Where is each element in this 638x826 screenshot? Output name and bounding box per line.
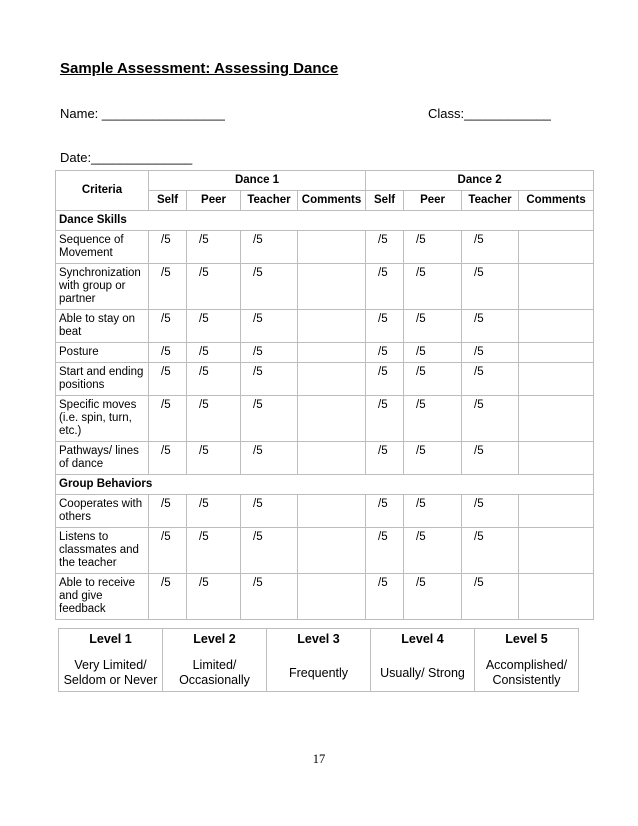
table-row xyxy=(56,343,594,363)
score-peer: /5 xyxy=(187,442,241,475)
subheader-comments: Comments xyxy=(298,191,366,211)
subheader-teacher: Teacher xyxy=(462,191,519,211)
score-teacher: /5 xyxy=(462,442,519,475)
comments-cell[interactable] xyxy=(298,343,366,363)
score-peer: /5 xyxy=(187,528,241,574)
score-self: /5 xyxy=(149,363,187,396)
level-label: Level 1 xyxy=(59,629,163,657)
comments-cell[interactable] xyxy=(519,495,594,528)
score-peer: /5 xyxy=(187,574,241,620)
comments-cell[interactable] xyxy=(519,231,594,264)
table-row xyxy=(56,495,594,528)
score-peer: /5 xyxy=(187,363,241,396)
subheader-teacher: Teacher xyxy=(241,191,298,211)
score-self: /5 xyxy=(366,442,404,475)
score-teacher: /5 xyxy=(462,495,519,528)
score-teacher: /5 xyxy=(462,363,519,396)
criterion-label: Able to receive and give feedback xyxy=(56,574,149,620)
score-peer: /5 xyxy=(187,264,241,310)
comments-cell[interactable] xyxy=(298,310,366,343)
score-self: /5 xyxy=(149,310,187,343)
level-description xyxy=(371,656,475,692)
score-self: /5 xyxy=(366,231,404,264)
comments-cell[interactable] xyxy=(298,442,366,475)
score-peer: /5 xyxy=(404,495,462,528)
criterion-label: Able to stay on beat xyxy=(56,310,149,343)
level-description-line: Seldom or Never xyxy=(63,673,158,687)
comments-cell[interactable] xyxy=(298,396,366,442)
section-dance-skills xyxy=(56,211,594,231)
criterion-label: Sequence of Movement xyxy=(56,231,149,264)
comments-cell[interactable] xyxy=(298,528,366,574)
dance1-header: Dance 1 xyxy=(149,171,366,191)
class-field: Class:____________ xyxy=(428,106,551,121)
score-peer: /5 xyxy=(404,396,462,442)
table-row xyxy=(56,528,594,574)
table-row xyxy=(56,231,594,264)
score-teacher: /5 xyxy=(462,231,519,264)
comments-cell[interactable] xyxy=(519,396,594,442)
score-teacher: /5 xyxy=(241,343,298,363)
level-description xyxy=(163,656,267,692)
table-row xyxy=(56,396,594,442)
subheader-peer: Peer xyxy=(187,191,241,211)
score-peer: /5 xyxy=(404,363,462,396)
section-label: Group Behaviors xyxy=(56,475,594,495)
score-teacher: /5 xyxy=(241,495,298,528)
score-self: /5 xyxy=(149,442,187,475)
name-field: Name: _________________ xyxy=(60,106,225,121)
criterion-label: Start and ending positions xyxy=(56,363,149,396)
comments-cell[interactable] xyxy=(519,264,594,310)
dance2-header: Dance 2 xyxy=(366,171,594,191)
levels-table xyxy=(58,628,579,692)
subheader-self: Self xyxy=(149,191,187,211)
comments-cell[interactable] xyxy=(298,574,366,620)
score-teacher: /5 xyxy=(241,528,298,574)
score-teacher: /5 xyxy=(462,528,519,574)
score-self: /5 xyxy=(149,528,187,574)
level-label: Level 4 xyxy=(371,629,475,657)
score-teacher: /5 xyxy=(241,310,298,343)
score-self: /5 xyxy=(366,264,404,310)
criterion-label: Posture xyxy=(56,343,149,363)
comments-cell[interactable] xyxy=(519,528,594,574)
score-peer: /5 xyxy=(187,495,241,528)
level-label: Level 3 xyxy=(267,629,371,657)
table-row xyxy=(56,264,594,310)
score-peer: /5 xyxy=(404,310,462,343)
date-field: Date:______________ xyxy=(60,150,193,165)
score-self: /5 xyxy=(149,343,187,363)
score-teacher: /5 xyxy=(241,363,298,396)
subheader-comments: Comments xyxy=(519,191,594,211)
subheader-self: Self xyxy=(366,191,404,211)
levels-description-row xyxy=(59,656,579,692)
levels-header-row xyxy=(59,629,579,657)
comments-cell[interactable] xyxy=(519,310,594,343)
score-self: /5 xyxy=(366,396,404,442)
table-row xyxy=(56,442,594,475)
level-description xyxy=(475,656,579,692)
score-self: /5 xyxy=(366,363,404,396)
comments-cell[interactable] xyxy=(519,343,594,363)
comments-cell[interactable] xyxy=(298,495,366,528)
score-peer: /5 xyxy=(187,310,241,343)
criterion-label: Pathways/ lines of dance xyxy=(56,442,149,475)
level-description-line: Limited/ xyxy=(192,658,237,672)
comments-cell[interactable] xyxy=(519,574,594,620)
comments-cell[interactable] xyxy=(298,264,366,310)
table-row xyxy=(56,363,594,396)
level-description-line: Frequently xyxy=(288,665,349,680)
comments-cell[interactable] xyxy=(298,363,366,396)
score-self: /5 xyxy=(149,396,187,442)
score-self: /5 xyxy=(149,495,187,528)
score-teacher: /5 xyxy=(241,442,298,475)
level-description-line: Very Limited/ xyxy=(74,658,147,672)
criterion-label: Synchronization with group or partner xyxy=(56,264,149,310)
criteria-header: Criteria xyxy=(56,171,149,211)
level-description xyxy=(267,656,371,692)
page-number: 17 xyxy=(312,752,326,766)
subheader-peer: Peer xyxy=(404,191,462,211)
table-row xyxy=(56,310,594,343)
score-peer: /5 xyxy=(187,343,241,363)
section-label: Dance Skills xyxy=(56,211,594,231)
level-description-line: Occasionally xyxy=(179,673,250,687)
score-peer: /5 xyxy=(404,264,462,310)
score-self: /5 xyxy=(366,495,404,528)
score-teacher: /5 xyxy=(462,396,519,442)
score-self: /5 xyxy=(366,574,404,620)
section-group-behaviors xyxy=(56,475,594,495)
header-row-1 xyxy=(56,171,594,191)
level-label: Level 2 xyxy=(163,629,267,657)
assessment-table xyxy=(55,170,594,620)
score-self: /5 xyxy=(149,574,187,620)
score-teacher: /5 xyxy=(241,231,298,264)
level-description-line: Consistently xyxy=(492,673,561,687)
score-peer: /5 xyxy=(404,343,462,363)
table-row xyxy=(56,574,594,620)
score-teacher: /5 xyxy=(241,574,298,620)
comments-cell[interactable] xyxy=(519,442,594,475)
comments-cell[interactable] xyxy=(519,363,594,396)
score-peer: /5 xyxy=(187,396,241,442)
level-description-line: Usually/ Strong xyxy=(380,665,465,680)
score-teacher: /5 xyxy=(462,343,519,363)
comments-cell[interactable] xyxy=(298,231,366,264)
score-peer: /5 xyxy=(404,574,462,620)
score-teacher: /5 xyxy=(241,264,298,310)
score-teacher: /5 xyxy=(462,574,519,620)
score-self: /5 xyxy=(366,310,404,343)
level-label: Level 5 xyxy=(475,629,579,657)
score-peer: /5 xyxy=(404,442,462,475)
page-title: Sample Assessment: Assessing Dance xyxy=(60,60,339,77)
criterion-label: Listens to classmates and the teacher xyxy=(56,528,149,574)
score-self: /5 xyxy=(366,343,404,363)
score-teacher: /5 xyxy=(462,264,519,310)
score-peer: /5 xyxy=(404,231,462,264)
criterion-label: Specific moves (i.e. spin, turn, etc.) xyxy=(56,396,149,442)
criterion-label: Cooperates with others xyxy=(56,495,149,528)
score-self: /5 xyxy=(366,528,404,574)
score-peer: /5 xyxy=(187,231,241,264)
score-teacher: /5 xyxy=(462,310,519,343)
score-teacher: /5 xyxy=(241,396,298,442)
level-description xyxy=(59,656,163,692)
level-description-line: Accomplished/ xyxy=(485,658,568,672)
score-peer: /5 xyxy=(404,528,462,574)
score-self: /5 xyxy=(149,264,187,310)
score-self: /5 xyxy=(149,231,187,264)
